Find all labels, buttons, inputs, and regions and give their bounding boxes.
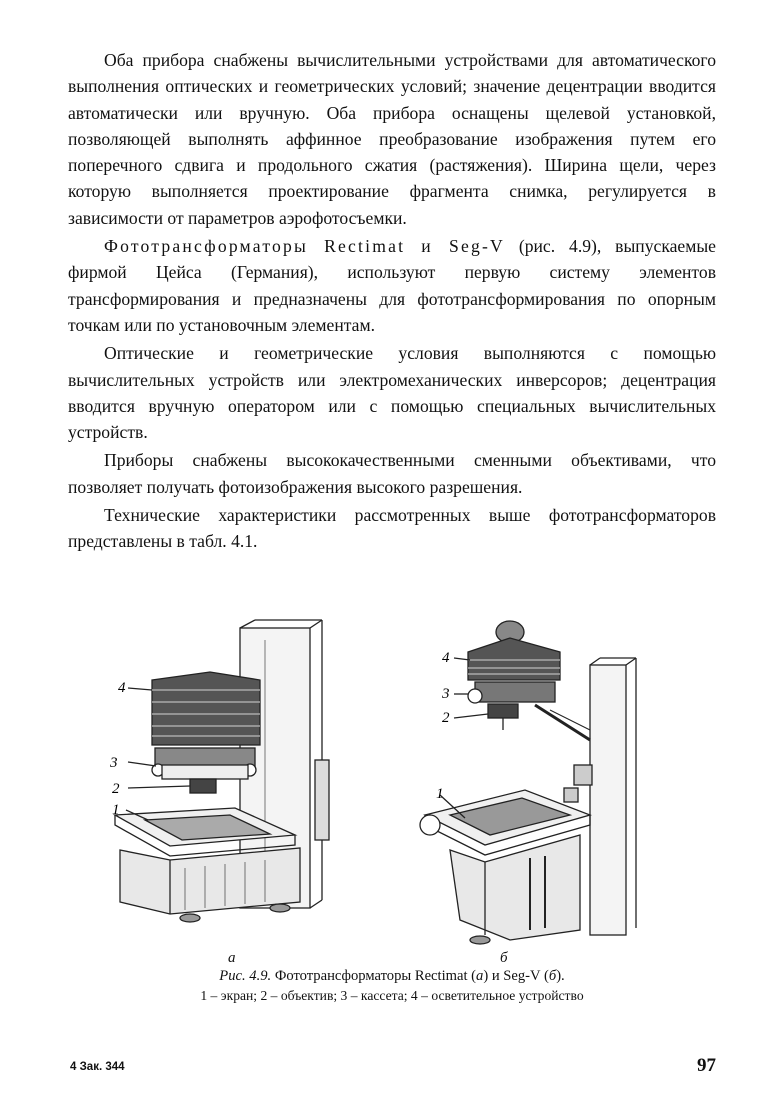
figure-4-9 [90,610,690,950]
figure-letter-a: а [228,950,236,966]
caption-end: ). [556,968,565,984]
paragraph-2 [68,233,716,338]
printer-signature: 4 Зак. 344 [70,1061,125,1073]
paragraph-2-text: (рис. 4.9), выпускаемые фирмой Цейса (Германия), используют первую систему элементов трансформирования и предназначены для фототрансформирования по опорным точкам или по установочным элементам. [68,236,716,335]
caption-b: б [548,968,557,984]
paragraph-1: Оба прибора снабжены вычислительными устройствами для автоматического выполнения оптических и геометрических условий; значение децентрации вводится автоматически или вручную. Оба прибора оснащены щелевой установкой, позволяющей выполнять аффинное преобразование изображения путем его поперечного сдвига и продольного сжатия (растяжения). Ширина щели, через которую выполняется проектирование фрагмента снимка, регулируется в зависимости от параметров аэрофотосъемки. [68,50,716,228]
caption-text: Фототрансформаторы Rectimat ( [271,968,477,984]
callout-a-1: 1 [112,802,120,818]
figure-drawings [90,610,690,950]
body-text [68,47,716,557]
paragraph-4: Приборы снабжены высококачественными сменными объективами, что позволяет получать фотоизображения высокого разрешения. [68,450,716,497]
callout-b-3: 3 [442,686,450,702]
caption-title [68,966,716,986]
caption-label: Рис. 4.9. [219,968,272,984]
paragraph-2-lead: Фототрансформаторы Rectimat и Seg-V [104,236,505,257]
rectimat-drawing [115,620,329,922]
segv-lamp [468,621,560,680]
callout-b-1: 1 [436,786,444,802]
caption-legend: 1 – экран; 2 – объектив; 3 – кассета; 4 – осветительное устройство [200,988,584,1003]
callout-b-2: 2 [442,710,450,726]
paragraph-5: Технические характеристики рассмотренных выше фототрансформаторов представлены в табл. 4.1. [68,505,716,552]
page-number: 97 [697,1055,716,1076]
caption-a: а [476,968,484,984]
rectimat-lamp [152,672,260,745]
segv-drawing [420,621,636,944]
callout-a-3: 3 [110,755,118,771]
paragraph-3: Оптические и геометрические условия выполняются с помощью вычислительных устройств или электромеханических инверсоров; децентрация вводится вручную оператором или с помощью специальных вычислительных устройств. [68,343,716,443]
callout-a-4: 4 [118,680,126,696]
callout-a-2: 2 [112,781,120,797]
caption-mid: ) и Seg-V ( [483,968,549,984]
figure-caption [68,966,716,1006]
figure-letter-b: б [500,950,508,966]
callout-b-4: 4 [442,650,450,666]
